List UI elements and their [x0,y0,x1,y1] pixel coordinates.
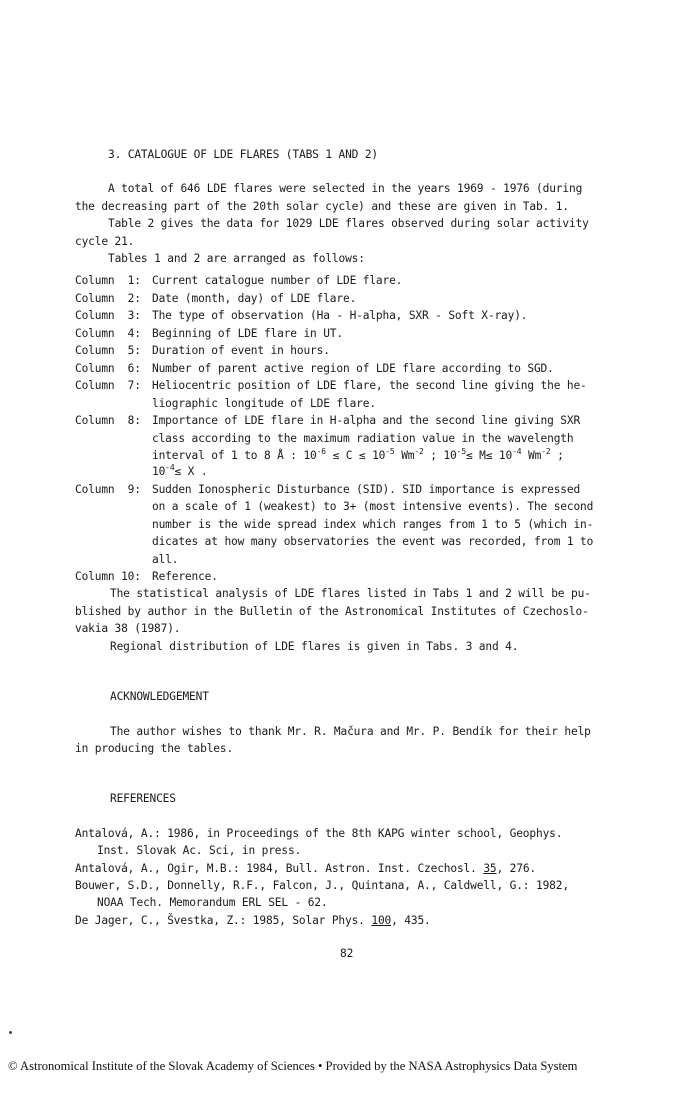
column-text: liographic longitude of LDE flare. [152,397,376,410]
intro-line: cycle 21. [75,235,135,248]
reference-entry: Antalová, A.: 1986, in Proceedings of the 8th KAPG winter school, Geophys. [75,827,563,840]
section-title: 3. CATALOGUE OF LDE FLARES (TABS 1 AND 2) [108,148,379,161]
acknowledgement-heading: ACKNOWLEDGEMENT [110,690,209,703]
column-text: on a scale of 1 (weakest) to 3+ (most intensive events). The second [152,500,594,513]
column-label: Column 10: [75,570,141,583]
reference-entry: NOAA Tech. Memorandum ERL SEL - 62. [97,896,328,909]
column-label: Column 2: [75,292,141,305]
references-heading: REFERENCES [110,792,176,805]
column-text: Heliocentric position of LDE flare, the second line giving the he- [152,379,587,392]
column-text: Duration of event in hours. [152,344,330,357]
column-text: Beginning of LDE flare in UT. [152,327,343,340]
reference-entry: De Jager, C., Švestka, Z.: 1985, Solar Phys. 100, 435. [75,914,431,927]
column-text: Reference. [152,570,218,583]
analysis-line: blished by author in the Bulletin of the Astronomical Institutes of Czechoslo- [75,605,589,618]
column-text: Importance of LDE flare in H-alpha and the second line giving SXR [152,414,581,427]
reference-entry: Antalová, A., Ogir, M.B.: 1984, Bull. Astron. Inst. Czechosl. 35, 276. [75,862,536,875]
column-text: all. [152,553,179,566]
analysis-line: The statistical analysis of LDE flares listed in Tabs 1 and 2 will be pu- [110,587,591,600]
column-label: Column 1: [75,274,141,287]
column-text: Current catalogue number of LDE flare. [152,274,403,287]
column-text: number is the wide spread index which ranges from 1 to 5 (which in- [152,518,594,531]
analysis-line: Regional distribution of LDE flares is given in Tabs. 3 and 4. [110,640,519,653]
column-text: dicates at how many observatories the event was recorded, from 1 to [152,535,594,548]
column-text: The type of observation (Ha - H-alpha, SXR - Soft X-ray). [152,309,528,322]
column-label: Column 7: [75,379,141,392]
acknowledgement-line: in producing the tables. [75,742,234,755]
column-text: Sudden Ionospheric Disturbance (SID). SID importance is expressed [152,483,581,496]
intro-line: Table 2 gives the data for 1029 LDE flares observed during solar activity [108,217,589,230]
page-number: 82 [340,947,354,960]
column-8-xclass: $10^{-4}\le X$ . [152,463,208,478]
column-text: class according to the maximum radiation value in the wavelength [152,432,574,445]
reference-entry: Bouwer, S.D., Donnelly, R.F., Falcon, J., Quintana, A., Caldwell, G.: 1982, [75,879,569,892]
column-8-interval: interval of 1 to 8 Å : $10^{-6} \le C \le 10^{-5}$ $Wm^{-2}$ ; $10^{-5}\le M\le 10^{-4}$ $Wm^{-2}$ ; [152,447,564,462]
acknowledgement-line: The author wishes to thank Mr. R. Mačura and Mr. P. Bendík for their help [110,725,591,738]
intro-line: Tables 1 and 2 are arranged as follows: [108,252,365,265]
column-text: Number of parent active region of LDE flare according to SGD. [152,362,554,375]
column-label: Column 6: [75,362,141,375]
footer-credit: © Astronomical Institute of the Slovak Academy of Sciences • Provided by the NASA Astrophysics Data System [8,1059,578,1073]
column-label: Column 9: [75,483,141,496]
intro-line: A total of 646 LDE flares were selected in the years 1969 - 1976 (during [108,182,583,195]
analysis-line: vakia 38 (1987). [75,622,181,635]
column-label: Column 5: [75,344,141,357]
column-text: Date (month, day) of LDE flare. [152,292,357,305]
intro-line: the decreasing part of the 20th solar cycle) and these are given in Tab. 1. [75,200,569,213]
reference-entry: Inst. Slovak Ac. Sci, in press. [97,844,302,857]
column-label: Column 4: [75,327,141,340]
scan-speck [9,1031,12,1034]
column-label: Column 3: [75,309,141,322]
column-label: Column 8: [75,414,141,427]
